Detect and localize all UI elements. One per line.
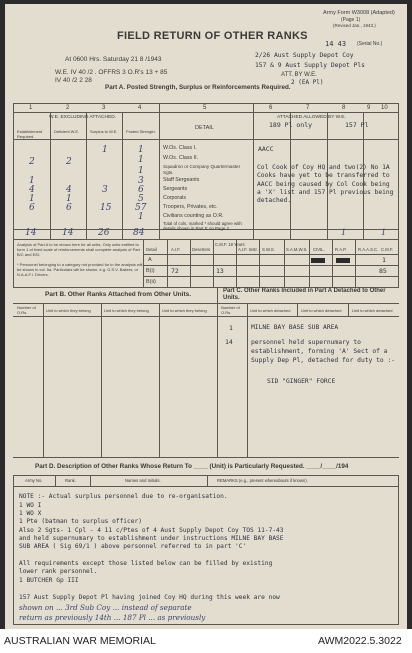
part-d-line: 157 Aust Supply Depot Pl having joined Coy HQ during this week are now xyxy=(19,594,280,601)
part-c-header: Unit to which detached xyxy=(352,308,393,313)
asterisk-note: * Personnel belonging to a category not provided for in the analysis will be shown in col. 5a. Particulars will be shown, e.g. G.S.V. Bakers, or N.A.A.F.I. Drivers. xyxy=(17,262,143,277)
value-cell: 57 xyxy=(135,203,147,213)
value-cell: 1 xyxy=(29,176,35,186)
redaction-block xyxy=(311,258,325,263)
attached-allowed-header: ATTACHED ALLOWED BY W.E. xyxy=(277,115,346,120)
part-c-title: Part C. Other Ranks Included in Part A Detached to Other Units. xyxy=(223,288,386,301)
header-deficient: Deficient W.E. xyxy=(54,129,80,134)
part-c-number: 14 xyxy=(225,338,233,346)
col-number: 3 xyxy=(102,105,106,111)
value-cell: 1 xyxy=(138,212,144,222)
total-cell: 26 xyxy=(98,228,110,238)
totals-note: Total of cols. marked * should agree with details shown in Part E on Page 2 xyxy=(163,221,242,231)
part-c-header: Unit to which detached xyxy=(250,308,291,313)
form-reference: Army Form W3008 (Adapted) xyxy=(323,10,395,16)
handwritten-note: return as previously 14th ... 187 Pl ... as previously xyxy=(19,613,206,622)
value-cell: 6 xyxy=(66,203,72,213)
redaction-block xyxy=(336,258,350,263)
we-excluding-header: W.E. EXCLUDING ATTACHED. xyxy=(49,115,116,120)
page-reference: (Page 1) xyxy=(341,17,361,23)
value-cell: 5 xyxy=(138,194,144,204)
part-c-entry: MILNE BAY BASE SUB AREA xyxy=(251,324,339,331)
part-d-header: Rank. xyxy=(65,478,76,483)
serial-number: 14 43 xyxy=(325,40,347,48)
analysis-value: 85 xyxy=(379,267,387,275)
analysis-header: R.A.P. xyxy=(335,247,347,252)
value-cell: 3 xyxy=(102,185,108,195)
value-cell: 4 xyxy=(66,185,72,195)
attached-handwritten: 189 Pl only xyxy=(269,121,313,129)
part-c-header: Unit to which detached xyxy=(301,308,342,313)
value-cell: 4 xyxy=(29,185,35,195)
form-title: FIELD RETURN OF OTHER RANKS xyxy=(117,30,308,42)
footer-accession-number: AWM2022.5.3022 xyxy=(318,635,402,647)
analysis-header: Deserters xyxy=(192,247,211,252)
col-number: 2 xyxy=(66,105,70,111)
part-d-line: 1 BUTCHER Gp III xyxy=(19,577,79,584)
detail-civilians: Civilians counting as O.R. xyxy=(163,213,224,219)
header-posted: Posted Strength. xyxy=(126,129,156,134)
analysis-header: S.W.S. xyxy=(262,247,275,252)
value-cell: 2 xyxy=(29,157,35,167)
col-number: 6 xyxy=(269,105,273,111)
detail-privates: Troopers, Privates, etc. xyxy=(163,204,218,210)
part-c-header: Number of O.Rs. xyxy=(221,305,240,315)
unit-name-line-1: 2/26 Aust Supply Depot Coy xyxy=(255,52,354,59)
analysis-header: C.M.F. xyxy=(381,247,394,252)
unit-name-line-2: 157 & 9 Aust Supply Depot Pls xyxy=(255,62,365,69)
total-cell: 1 xyxy=(341,228,347,237)
analysis-value: 72 xyxy=(171,267,179,275)
col-number: 4 xyxy=(138,105,142,111)
col-number: 7 xyxy=(306,105,310,111)
col-number: 10 xyxy=(381,105,388,111)
analysis-header: C.M.F. 18 Years xyxy=(215,242,245,247)
analysis-header: Detail xyxy=(146,247,157,252)
value-cell: 1 xyxy=(138,155,144,165)
part-b-header: Unit to which they belong xyxy=(46,308,91,313)
part-d-line: All requirements except those listed below can be filled by existing xyxy=(19,560,273,567)
total-cell: 1 xyxy=(381,228,387,237)
handwritten-note: shown on ... 3rd Sub Coy ... instead of separate xyxy=(19,603,192,612)
value-cell: 6 xyxy=(29,203,35,213)
header-surplus: Surplus to W.E. xyxy=(90,129,118,134)
detail-sergeants: Sergeants xyxy=(163,186,188,192)
value-cell: 1 xyxy=(138,166,144,176)
value-cell: 1 xyxy=(66,194,72,204)
part-a-title: Part A. Posted Strength, Surplus or Reinforcements Required. xyxy=(105,84,291,91)
part-d-header: Army No. xyxy=(25,478,43,483)
aacc-label: AACC xyxy=(258,145,274,153)
detail-staff-sergeants: Staff Sergeants xyxy=(163,177,200,183)
header-establishment: Establishment Required. xyxy=(17,129,43,139)
value-cell: 2 xyxy=(66,157,72,167)
analysis-row-label: B(i) xyxy=(146,268,155,274)
part-d-line: 1 WO X xyxy=(19,510,42,517)
attached-by-we-label: ATT. BY W.E. xyxy=(281,72,317,78)
value-cell: 1 xyxy=(102,145,108,155)
detail-corporals: Corporals xyxy=(163,195,186,201)
col-number: 5 xyxy=(203,105,207,111)
analysis-value: 1 xyxy=(382,256,386,264)
part-b-title: Part B. Other Ranks Attached from Other Units. xyxy=(45,291,192,298)
part-d-line: SUB AREA ( Sig 69/1 ) above personnel referred to in part 'C' xyxy=(19,543,247,550)
part-b-header: Unit to which they belong xyxy=(104,308,149,313)
value-cell: 6 xyxy=(138,185,144,195)
detail-cqms: Squadron or Company Quartermaster Sgts. xyxy=(163,164,241,175)
value-cell: 3 xyxy=(138,176,144,186)
part-d-line: NOTE :- Actual surplus personnel due to re-organisation. xyxy=(19,493,228,500)
form-sheet xyxy=(5,4,407,629)
analysis-header: S.A.M.W.S. xyxy=(286,247,308,252)
we-strength-line-1: W.E. IV 40 /2 . OFFRS 3 O.R's 13 + 85 xyxy=(55,69,168,76)
analysis-header: A.I.F. xyxy=(171,247,181,252)
col-number: 9 xyxy=(367,105,371,111)
we-strength-line-2: IV 40 /2 2 28 xyxy=(55,77,92,84)
total-cell: 14 xyxy=(62,228,74,238)
part-d-line: 1 WO I xyxy=(19,502,42,509)
serial-label: (Serial No.) xyxy=(357,41,383,47)
analysis-row-label: A xyxy=(148,257,152,263)
analysis-header: CIVIL. xyxy=(313,247,325,252)
analysis-header: A.I.F. Instr. xyxy=(238,247,258,252)
part-c-entry: personnel held supernumary to establishment, forming 'A' Sect of a Supply Dep Pl, detached for duty to :- xyxy=(251,339,396,364)
attached-handwritten-2: 157 Pl xyxy=(345,121,369,129)
col-number: 8 xyxy=(342,105,346,111)
total-cell: 14 xyxy=(25,228,37,238)
part-d-line: lower rank personnel. xyxy=(19,568,98,575)
value-cell: 15 xyxy=(100,203,112,213)
value-cell: 1 xyxy=(29,194,35,204)
analysis-header: R.A.A.S.C. xyxy=(358,247,379,252)
detail-wo-class-2: W.Os. Class II. xyxy=(163,155,199,161)
footer-institution: AUSTRALIAN WAR MEMORIAL xyxy=(4,635,156,647)
return-time: At 0600 Hrs. Saturday 21 8 /1943 xyxy=(65,56,162,63)
footer-bar xyxy=(0,629,412,653)
form-edition: (Revised Jan., 1943.) xyxy=(333,23,376,28)
part-d-title: Part D. Description of Other Ranks Whose Return To ____ (Unit) is Particularly Requested. ____/____/194 xyxy=(35,463,349,470)
detail-wo-class-1: W.Os. Class I. xyxy=(163,145,197,151)
part-b-header: Number of O.Rs. xyxy=(17,305,36,315)
part-d-line: and held supernumary to establishment under instructions MILNE BAY BASE xyxy=(19,535,284,542)
part-b-header: Unit to which they belong xyxy=(162,308,207,313)
value-cell: 1 xyxy=(138,145,144,155)
col-number: 1 xyxy=(29,105,33,111)
part-c-entry: SID "GINGER" FORCE xyxy=(267,378,336,385)
analysis-value: 13 xyxy=(216,267,224,275)
detail-header: DETAIL xyxy=(195,125,214,131)
transfer-note: Col Cook of Coy HQ and two(2) No 1A Cooks have yet to be transferred to AACC being caused by Col Cook being a 'X' list and 157 Pl previous being detached. xyxy=(257,164,394,205)
part-d-header: Names and Initials. xyxy=(125,478,161,483)
analysis-note: Analysis of Part A to be shown here for all units. Only units entitled to form 1 of fixed scale of reinforcements shall complete analysis of Part B/C and E/D. xyxy=(17,242,140,257)
attached-units: 2 (EA Pl) xyxy=(291,79,324,86)
part-d-header: REMARKS (e.g., present whereabouts if known). xyxy=(217,478,308,483)
total-cell: 84 xyxy=(133,228,145,238)
part-d-line: 1 Pte (batman to surplus officer) xyxy=(19,518,142,525)
part-c-number: 1 xyxy=(229,324,233,332)
analysis-row-label: B(ii) xyxy=(146,279,156,285)
part-d-line: Also 2 Sgts- 1 Cpl - 4 11 c/Ptes of 4 Aust Supply Depot Coy TOS 11-7-43 xyxy=(19,527,284,534)
